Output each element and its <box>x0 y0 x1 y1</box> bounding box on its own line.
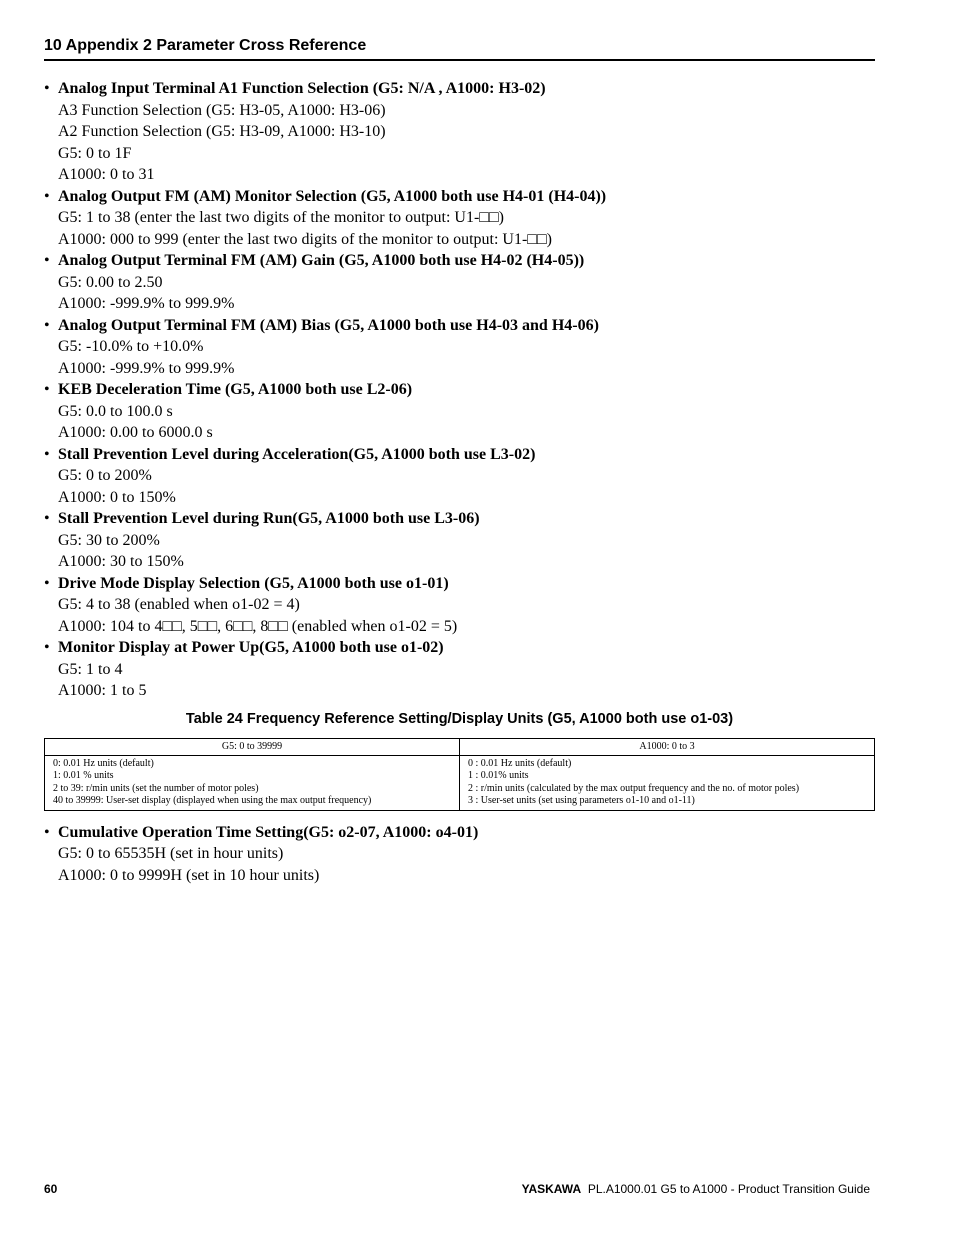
table-caption: Table 24 Frequency Reference Setting/Display Units (G5, A1000 both use o1-03) <box>185 710 734 727</box>
parameter-title <box>44 573 875 595</box>
cell-line: 0: 0.01 Hz units (default) <box>53 757 154 769</box>
units-table <box>44 738 875 811</box>
parameter-item <box>44 315 875 380</box>
table-header-g5: G5: 0 to 39999 <box>45 738 460 755</box>
parameter-title-text: Stall Prevention Level during Acceleration(G5, A1000 both use L3-02) <box>58 445 536 463</box>
bullet-icon: • <box>44 639 50 656</box>
parameter-range: A3 Function Selection (G5: H3-05, A1000: H3-06) <box>58 101 386 119</box>
parameter-title <box>44 637 875 659</box>
parameter-range: A1000: 0.00 to 6000.0 s <box>58 424 213 441</box>
cell-line: 40 to 39999: User-set display (displayed when using the max output frequency) <box>53 795 372 806</box>
parameter-title <box>44 78 875 100</box>
parameter-range: A1000: 0 to 150% <box>58 488 176 506</box>
footer-doc-title: PL.A1000.01 G5 to A1000 - Product Transition Guide <box>587 1182 870 1196</box>
parameter-range: G5: 1 to 4 <box>58 660 123 678</box>
parameter-range: G5: 0 to 1F <box>58 144 132 162</box>
parameter-item <box>44 822 875 887</box>
parameter-range: A1000: -999.9% to 999.9% <box>58 295 235 312</box>
parameter-range: A1000: -999.9% to 999.9% <box>58 359 235 377</box>
parameter-range: A2 Function Selection (G5: H3-09, A1000: H3-10) <box>58 123 386 140</box>
parameter-range: A1000: 0 to 31 <box>58 166 155 183</box>
parameter-title-text: Analog Output Terminal FM (AM) Gain (G5, A1000 both use H4-02 (H4-05)) <box>58 252 585 269</box>
parameter-range: G5: 0 to 65535H (set in hour units) <box>58 845 284 862</box>
parameter-list <box>44 78 875 702</box>
parameter-title <box>44 186 875 208</box>
parameter-item <box>44 186 875 251</box>
parameter-range: A1000: 1 to 5 <box>58 682 147 699</box>
bullet-icon: • <box>44 316 50 334</box>
page-content <box>44 78 875 886</box>
parameter-title-text: Stall Prevention Level during Run(G5, A1000 both use L3-06) <box>58 510 480 527</box>
table-cell-g5 <box>45 755 460 810</box>
parameter-title-text: Drive Mode Display Selection (G5, A1000 both use o1-01) <box>58 574 449 592</box>
parameter-item <box>44 637 875 702</box>
cell-line: 2 : r/min units (calculated by the max output frequency and the no. of motor poles) <box>468 782 800 794</box>
parameter-range: G5: 30 to 200% <box>58 531 160 549</box>
bullet-icon: • <box>44 187 50 205</box>
parameter-range: G5: 1 to 38 (enter the last two digits of the monitor to output: U1-□□) <box>58 209 504 226</box>
parameter-range: G5: 0.0 to 100.0 s <box>58 402 173 420</box>
parameter-title-text: KEB Deceleration Time (G5, A1000 both use L2-06) <box>58 381 413 398</box>
page-number: 60 <box>44 1182 58 1196</box>
section-header: 10 Appendix 2 Parameter Cross Reference <box>44 37 875 61</box>
parameter-item <box>44 573 875 638</box>
parameter-title <box>44 508 875 530</box>
parameter-title-text: Monitor Display at Power Up(G5, A1000 both use o1-02) <box>58 639 444 656</box>
bullet-icon: • <box>44 252 50 269</box>
parameter-range: G5: 0 to 200% <box>58 467 152 484</box>
bullet-icon: • <box>44 510 50 527</box>
parameter-range: G5: 4 to 38 (enabled when o1-02 = 4) <box>58 596 300 613</box>
bullet-icon: • <box>44 574 50 592</box>
parameter-range: G5: -10.0% to +10.0% <box>58 338 204 355</box>
bullet-icon: • <box>44 823 50 841</box>
parameter-title <box>44 822 875 844</box>
parameter-title <box>44 444 875 466</box>
parameter-item <box>44 379 875 444</box>
parameter-item <box>44 78 875 186</box>
cell-line: 0 : 0.01 Hz units (default) <box>468 757 572 769</box>
parameter-title-text: Analog Input Terminal A1 Function Selection (G5: N/A , A1000: H3-02) <box>58 80 546 97</box>
footer-brand: YASKAWA <box>521 1182 582 1196</box>
parameter-item <box>44 250 875 315</box>
parameter-item <box>44 444 875 509</box>
parameter-range: A1000: 0 to 9999H (set in 10 hour units) <box>58 866 320 884</box>
bullet-icon: • <box>44 381 50 398</box>
parameter-title-text: Cumulative Operation Time Setting(G5: o2-07, A1000: o4-01) <box>58 823 479 841</box>
parameter-item <box>44 508 875 573</box>
bullet-icon: • <box>44 80 50 97</box>
table-cell-a1000 <box>460 755 875 810</box>
parameter-title-text: Analog Output FM (AM) Monitor Selection (G5, A1000 both use H4-01 (H4-04)) <box>58 187 607 205</box>
parameter-range: A1000: 30 to 150% <box>58 553 184 570</box>
cell-line: 2 to 39: r/min units (set the number of motor poles) <box>53 782 259 794</box>
parameter-list-after <box>44 822 875 887</box>
parameter-title <box>44 250 875 272</box>
table-row <box>45 755 875 810</box>
parameter-title <box>44 379 875 401</box>
cell-line: 3 : User-set units (set using parameters o1-10 and o1-11) <box>468 795 695 806</box>
cell-line: 1: 0.01 % units <box>53 770 114 781</box>
table-header-a1000: A1000: 0 to 3 <box>460 738 875 755</box>
parameter-title <box>44 315 875 337</box>
parameter-range: A1000: 104 to 4□□, 5□□, 6□□, 8□□ (enabled when o1-02 = 5) <box>58 617 458 635</box>
footer-doc-info <box>522 1182 870 1196</box>
parameter-range: A1000: 000 to 999 (enter the last two digits of the monitor to output: U1-□□) <box>58 230 552 248</box>
bullet-icon: • <box>44 445 50 463</box>
parameter-range: G5: 0.00 to 2.50 <box>58 273 163 291</box>
cell-line: 1 : 0.01% units <box>468 770 529 781</box>
parameter-title-text: Analog Output Terminal FM (AM) Bias (G5, A1000 both use H4-03 and H4-06) <box>58 316 599 334</box>
